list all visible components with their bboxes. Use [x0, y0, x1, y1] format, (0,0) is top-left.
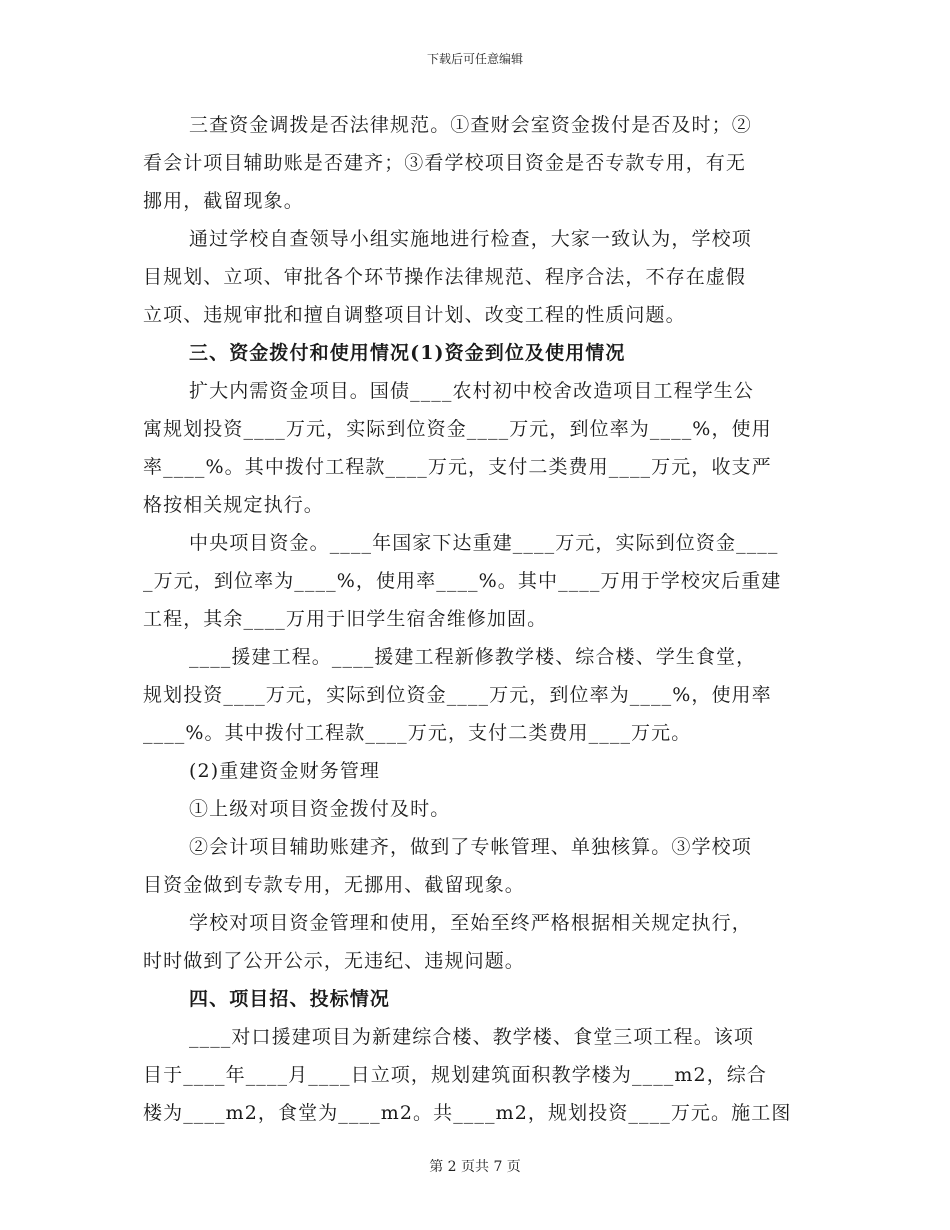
text-line: 挪用，截留现象。 [143, 190, 304, 212]
text-line: _万元，到位率为____%，使用率____%。其中____万用于学校灾后重建 [143, 570, 782, 592]
text-line: 寓规划投资____万元，实际到位资金____万元，到位率为____%，使用 [143, 418, 772, 440]
text-line: 楼为____m2，食堂为____m2。共____m2，规划投资____万元。施工图 [143, 1102, 792, 1124]
text-line: 学校对项目资金管理和使用，至始至终严格根据相关规定执行， [189, 912, 752, 934]
text-line: ②会计项目辅助账建齐，做到了专帐管理、单独核算。③学校项 [189, 836, 752, 858]
text-line: 中央项目资金。____年国家下达重建____万元，实际到位资金____ [189, 532, 779, 554]
text-line: 通过学校自查领导小组实施地进行检查，大家一致认为，学校项 [189, 228, 752, 250]
text-line: 规划投资____万元，实际到位资金____万元，到位率为____%，使用率 [143, 684, 772, 706]
text-line: ____援建工程。____援建工程新修教学楼、综合楼、学生食堂， [189, 646, 757, 668]
text-line: 三查资金调拨是否法律规范。①查财会室资金拨付是否及时；② [189, 114, 752, 136]
text-line: (2)重建资金财务管理 [189, 760, 381, 782]
text-line: ____%。其中拨付工程款____万元，支付二类费用____万元。 [143, 722, 692, 744]
text-line: ①上级对项目资金拨付及时。 [189, 798, 451, 820]
section-heading: 三、资金拨付和使用情况(1)资金到位及使用情况 [189, 342, 626, 364]
page-header: 下载后可任意编辑 [426, 52, 523, 66]
text-line: 立项、违规审批和擅自调整项目计划、改变工程的性质问题。 [143, 304, 686, 326]
text-line: 工程，其余____万用于旧学生宿舍维修加固。 [143, 608, 548, 630]
page-footer: 第 2 页共 7 页 [429, 1159, 521, 1175]
text-line: 目规划、立项、审批各个环节操作法律规范、程序合法，不存在虚假 [143, 266, 747, 288]
text-line: 格按相关规定执行。 [143, 494, 324, 516]
text-line: 扩大内需资金项目。国债____农村初中校舍改造项目工程学生公 [189, 380, 755, 402]
text-line: 看会计项目辅助账是否建齐；③看学校项目资金是否专款专用，有无 [143, 152, 747, 174]
text-line: 率____%。其中拨付工程款____万元，支付二类费用____万元，收支严 [143, 456, 772, 478]
text-line: 时时做到了公开公示，无违纪、违规问题。 [143, 950, 525, 972]
text-line: ____对口援建项目为新建综合楼、教学楼、食堂三项工程。该项 [189, 1026, 755, 1048]
text-line: 目资金做到专款专用，无挪用、截留现象。 [143, 874, 525, 896]
section-heading: 四、项目招、投标情况 [189, 988, 391, 1010]
text-line: 目于____年____月____日立项，规划建筑面积教学楼为____m2，综合 [143, 1064, 768, 1086]
document-body [143, 106, 807, 1132]
